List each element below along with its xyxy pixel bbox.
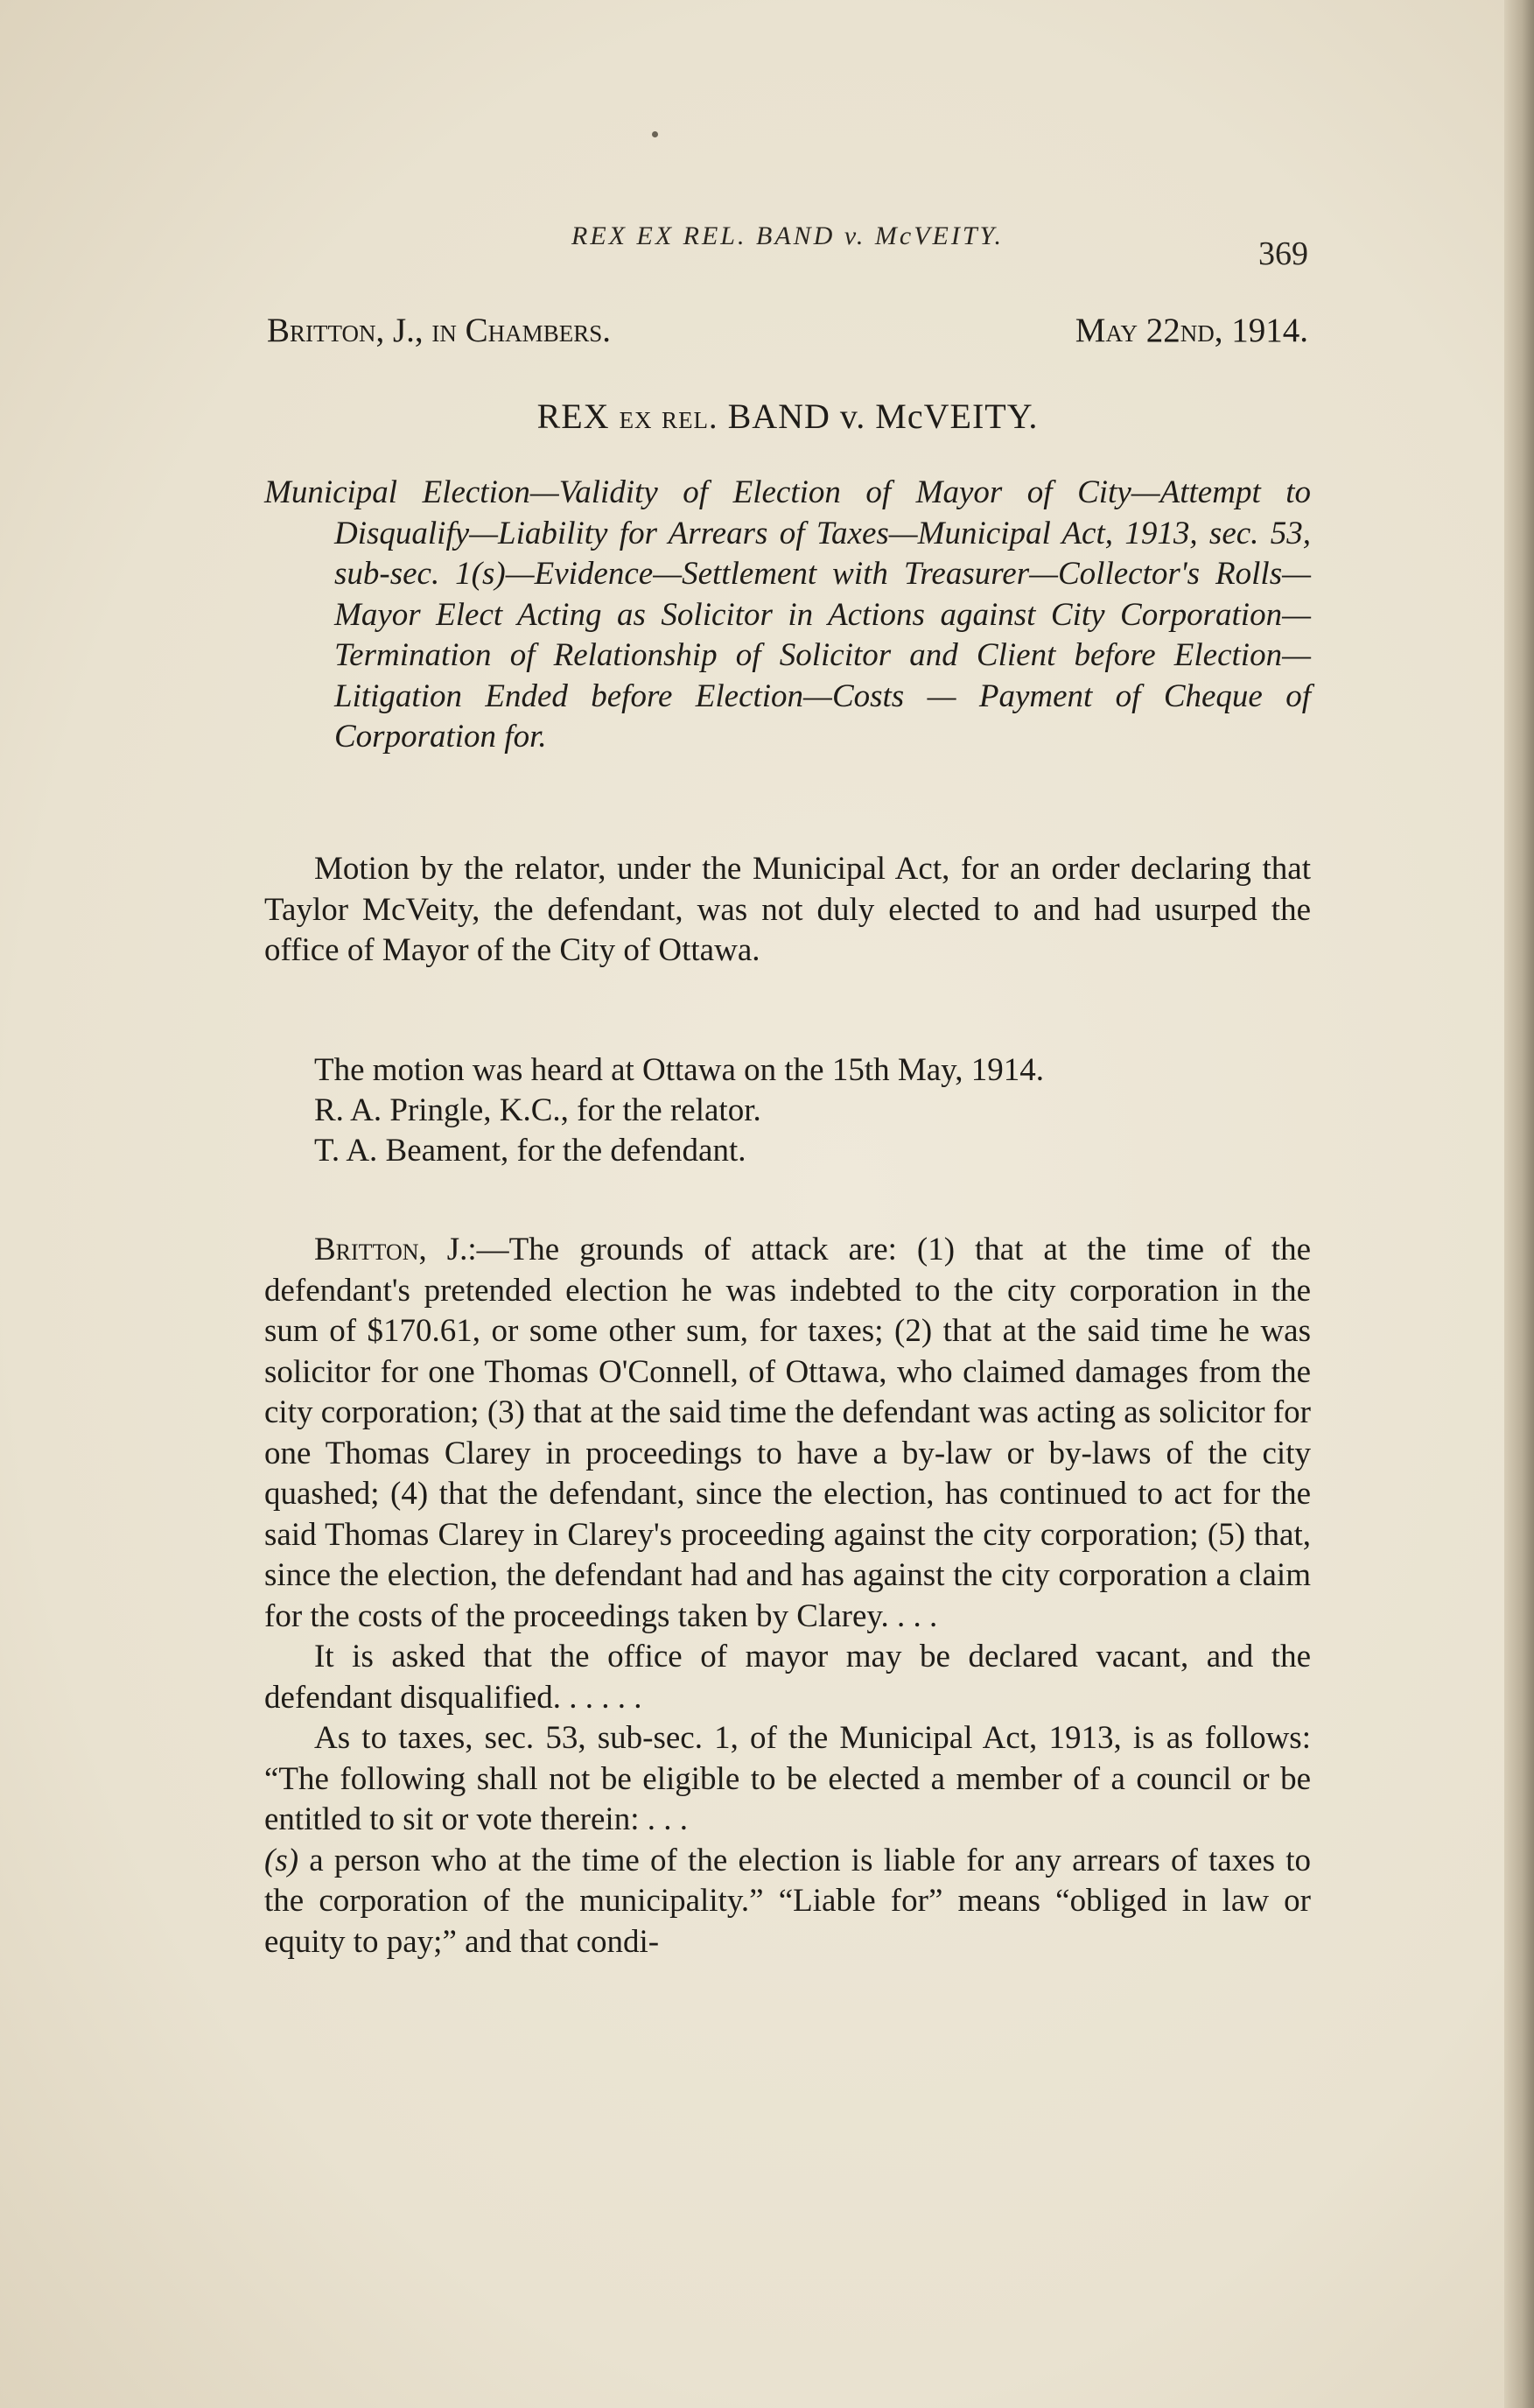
hearing-line: The motion was heard at Ottawa on the 15th May, 1914. [314,1052,1045,1088]
running-head: REX EX REL. BAND v. McVEITY. [571,221,1004,250]
case-title-part1: REX [536,397,610,436]
judgment-paragraph-3-b: a person who at the time of the election is liable for any arrears of taxes to the corporation of the municipality.” “Liable for” means “obliged in law or equity to pay;” and that condi- [264,1842,1311,1960]
motion-text: Motion by the relator, under the Municipal Act, for an order declaring that Taylor McVeity, the defendant, was not duly elected to and had usurped the office of Mayor of the City of Ottawa. [264,851,1311,968]
judge-chambers: Britton, J., in Chambers. [267,312,611,349]
judge-date-line [267,311,1308,350]
judgment-paragraph-1 [264,1230,1311,1637]
page-gutter [1504,0,1534,2408]
judgment-paragraph-3 [264,1718,1311,1962]
case-title-part3: BAND v. McVEITY. [727,397,1039,436]
motion-paragraph [264,849,1311,972]
judgment-paragraph-3-a: As to taxes, sec. 53, sub-sec. 1, of the Municipal Act, 1913, is as follows: “The following shall not be eligible to be elected a member of a council or be entitled to sit or vote therein: . . . [264,1720,1311,1837]
judgment-paragraph-1-text: :—The grounds of attack are: (1) that at the time of the defendant's pretended election he was indebted to the city corporation in the sum of $170.61, or some other sum, for taxes; (2) that at the said time he was solicitor for one Thomas O'Connell, of Ottawa, who claimed damages from the city corporation; (3) that at the said time the defendant was acting as solicitor for one Thomas Clarey in proceedings to have a by-law or by-laws of the city quashed; (4) that the defendant, since the election, has continued to act for the said Thomas Clarey in Clarey's proceeding against the city corporation; (5) that, since the election, the defendant had and has against the city corporation a claim for the costs of the proceedings taken by Clarey. . . . [264,1232,1311,1634]
case-title-part2: ex rel. [619,399,718,436]
page-number: 369 [1258,235,1308,272]
clause-s: (s) [264,1842,299,1878]
ink-speck [652,131,658,137]
judgment-text [264,1230,1311,1962]
judgment-paragraph-2: It is asked that the office of mayor may be declared vacant, and the defendant disqualified. . . . . . [264,1639,1311,1716]
judge-name: Britton, J. [314,1232,468,1267]
case-title [267,396,1308,437]
headnote: Municipal Election—Validity of Election of Mayor of City—Attempt to Disqualify—Liability for Arrears of Taxes—Municipal Act, 1913, sec. 53, sub-sec. 1(s)—Evidence—Settlement with Treasurer—Collector's Rolls—Mayor Elect Acting as Solicitor in Actions against City Corporation—Termination of Relationship of Solicitor and Client before Election—Litigation Ended before Election—Costs — Payment of Cheque of Corporation for. [264,474,1311,755]
counsel-relator: R. A. Pringle, K.C., for the relator. [314,1092,761,1128]
hearing-block [314,1050,1312,1171]
decision-date: May 22nd, 1914. [1075,312,1308,349]
counsel-defendant: T. A. Beament, for the defendant. [314,1133,746,1169]
